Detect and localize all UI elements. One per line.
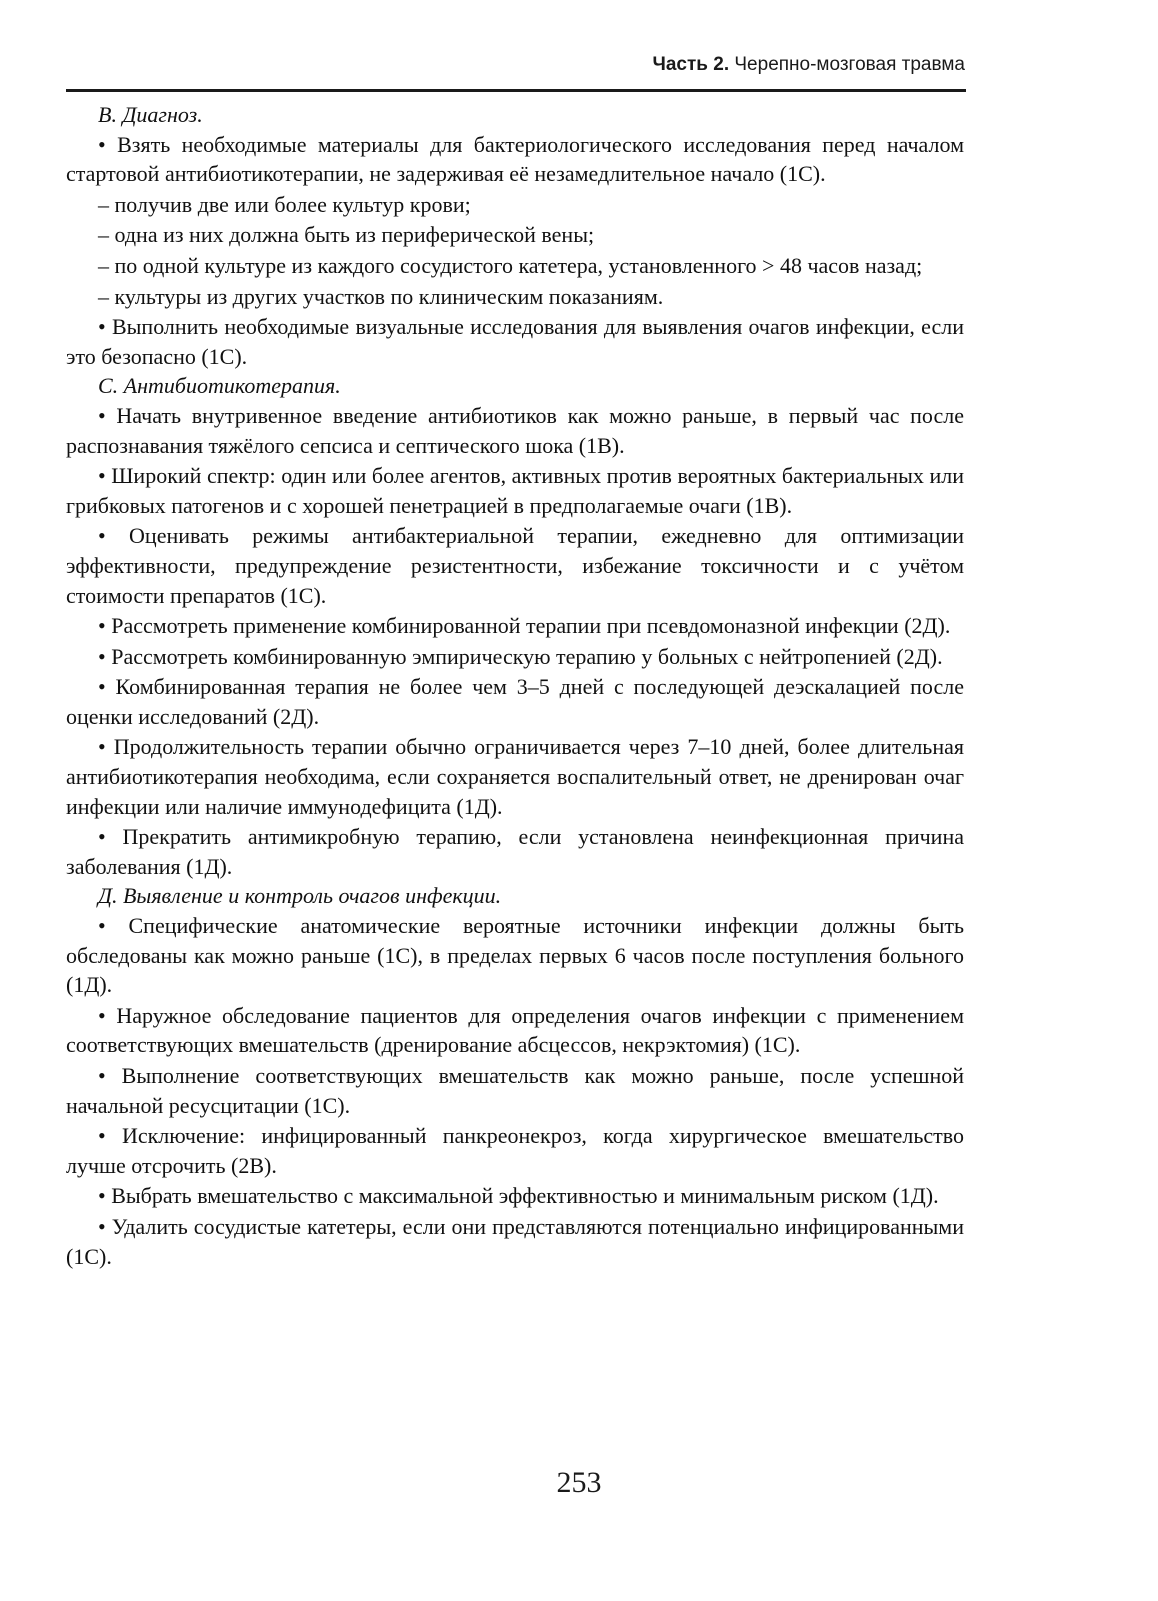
paragraph: • Исключение: инфицированный панкреонекроз, когда хирургическое вмешательство лучше отсрочить (2В). xyxy=(66,1123,964,1178)
paragraph: • Начать внутривенное введение антибиотиков как можно раньше, в первый час после распознавания тяжёлого сепсиса и септического шока (1В). xyxy=(66,402,964,458)
list-item: – одна из них должна быть из периферической вены; xyxy=(98,222,595,248)
section-heading: C. Антибиотикотерапия. xyxy=(98,373,341,399)
paragraph: • Прекратить антимикробную терапию, если установлена неинфекционная причина заболевания (1Д). xyxy=(66,824,964,879)
paragraph: • Оценивать режимы антибактериальной терапии, ежедневно для оптимизации эффективности, предупреждение резистентности, избежание токсичности и с учётом стоимости препаратов (1С). xyxy=(66,523,964,608)
paragraph: • Взять необходимые материалы для бактериологического исследования перед началом стартовой антибиотикотерапии, не задерживая её незамедлительное начало (1С). xyxy=(66,131,964,187)
paragraph: • Рассмотреть применение комбинированной терапии при псевдомоназной инфекции (2Д). xyxy=(98,613,951,639)
paragraph: • Выполнить необходимые визуальные исследования для выявления очагов инфекции, если это безопасно (1С). xyxy=(66,314,964,369)
part-label: Часть 2. xyxy=(652,54,730,75)
paragraph: • Удалить сосудистые катетеры, если они представляются потенциально инфицированными (1С). xyxy=(66,1213,964,1269)
list-item: – культуры из других участков по клиническим показаниям. xyxy=(98,283,664,309)
page-body xyxy=(66,100,964,1271)
paragraph: • Рассмотреть комбинированную эмпирическую терапию у больных с нейтропенией (2Д). xyxy=(98,643,943,669)
running-head xyxy=(653,54,965,76)
page-number: 253 xyxy=(556,1466,602,1499)
section-heading: B. Диагноз. xyxy=(98,102,203,127)
paragraph: • Наружное обследование пациентов для определения очагов инфекции с применением соответствующих вмешательств (дренирование абсцессов, некрэктомия) (1С). xyxy=(66,1002,964,1058)
list-item: – получив две или более культур крови; xyxy=(98,191,471,217)
paragraph: • Специфические анатомические вероятные источники инфекции должны быть обследованы как можно раньше (1С), в пределах первых 6 часов после поступления больного (1Д). xyxy=(66,913,964,998)
paragraph: • Комбинированная терапия не более чем 3–5 дней с последующей деэскалацией после оценки исследований (2Д). xyxy=(66,674,964,729)
header-rule xyxy=(66,89,966,92)
paragraph: • Продолжительность терапии обычно ограничивается через 7–10 дней, более длительная антибиотикотерапия необходима, если сохраняется воспалительный ответ, не дренирован очаг инфекции или наличие иммунодефицита (1Д). xyxy=(66,734,964,819)
part-title: Черепно-мозговая травма xyxy=(734,54,965,75)
paragraph: • Широкий спектр: один или более агентов, активных против вероятных бактериальных или грибковых патогенов и с хорошей пенетрацией в предполагаемые очаги (1В). xyxy=(66,463,964,518)
paragraph: • Выбрать вмешательство с максимальной эффективностью и минимальным риском (1Д). xyxy=(98,1183,939,1209)
section-heading: Д. Выявление и контроль очагов инфекции. xyxy=(98,883,502,909)
paragraph: • Выполнение соответствующих вмешательств как можно раньше, после успешной начальной ресусцитации (1С). xyxy=(66,1063,964,1118)
list-item: – по одной культуре из каждого сосудистого катетера, установленного > 48 часов назад; xyxy=(98,252,923,278)
